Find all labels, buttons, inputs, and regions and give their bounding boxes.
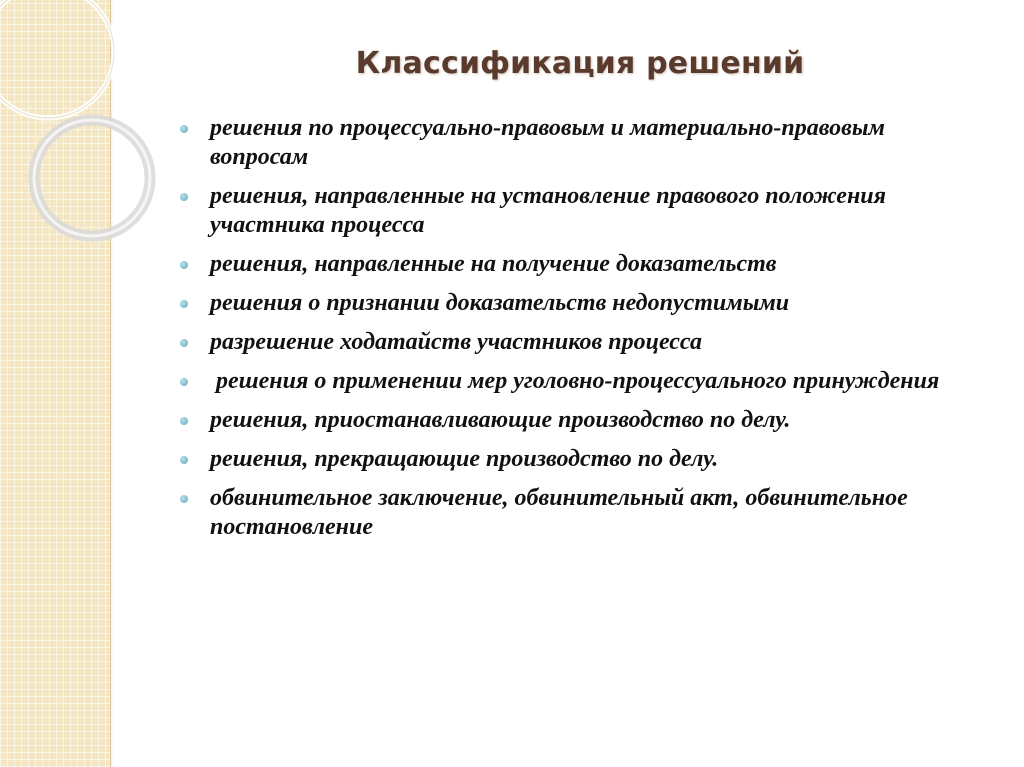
bullet-dot-icon <box>180 417 188 425</box>
bullet-text: решения о признании доказательств недопустимыми <box>210 290 790 316</box>
bullet-dot-icon <box>180 193 188 201</box>
bullet-list <box>178 114 988 552</box>
list-item <box>178 484 988 542</box>
bullet-text: решения о применении мер уголовно-процессуального принуждения <box>210 368 940 394</box>
slide-title: Классификация решений <box>355 46 805 81</box>
bullet-dot-icon <box>180 378 188 386</box>
bullet-dot-icon <box>180 456 188 464</box>
bullet-text: решения, прекращающие производство по делу. <box>210 446 719 472</box>
bullet-dot-icon <box>180 339 188 347</box>
bullet-dot-icon <box>180 495 188 503</box>
list-item <box>178 182 988 240</box>
list-item <box>178 406 988 435</box>
list-item <box>178 328 988 357</box>
bullet-text: решения по процессуально-правовым и материально-правовым вопросам <box>210 115 885 170</box>
list-item <box>178 445 988 474</box>
decorative-rings-icon <box>0 0 140 300</box>
list-item <box>178 289 988 318</box>
bullet-dot-icon <box>180 261 188 269</box>
bullet-text: решения, приостанавливающие производство по делу. <box>210 407 791 433</box>
list-item <box>178 250 988 279</box>
list-item <box>178 114 988 172</box>
bullet-text: решения, направленные на установление правового положения участника процесса <box>210 183 886 238</box>
bullet-text: решения, направленные на получение доказательств <box>210 251 777 277</box>
bullet-text: разрешение ходатайств участников процесса <box>210 329 702 355</box>
bullet-dot-icon <box>180 125 188 133</box>
bullet-text: обвинительное заключение, обвинительный акт, обвинительное постановление <box>210 485 908 540</box>
bullet-dot-icon <box>180 300 188 308</box>
list-item <box>178 367 988 396</box>
